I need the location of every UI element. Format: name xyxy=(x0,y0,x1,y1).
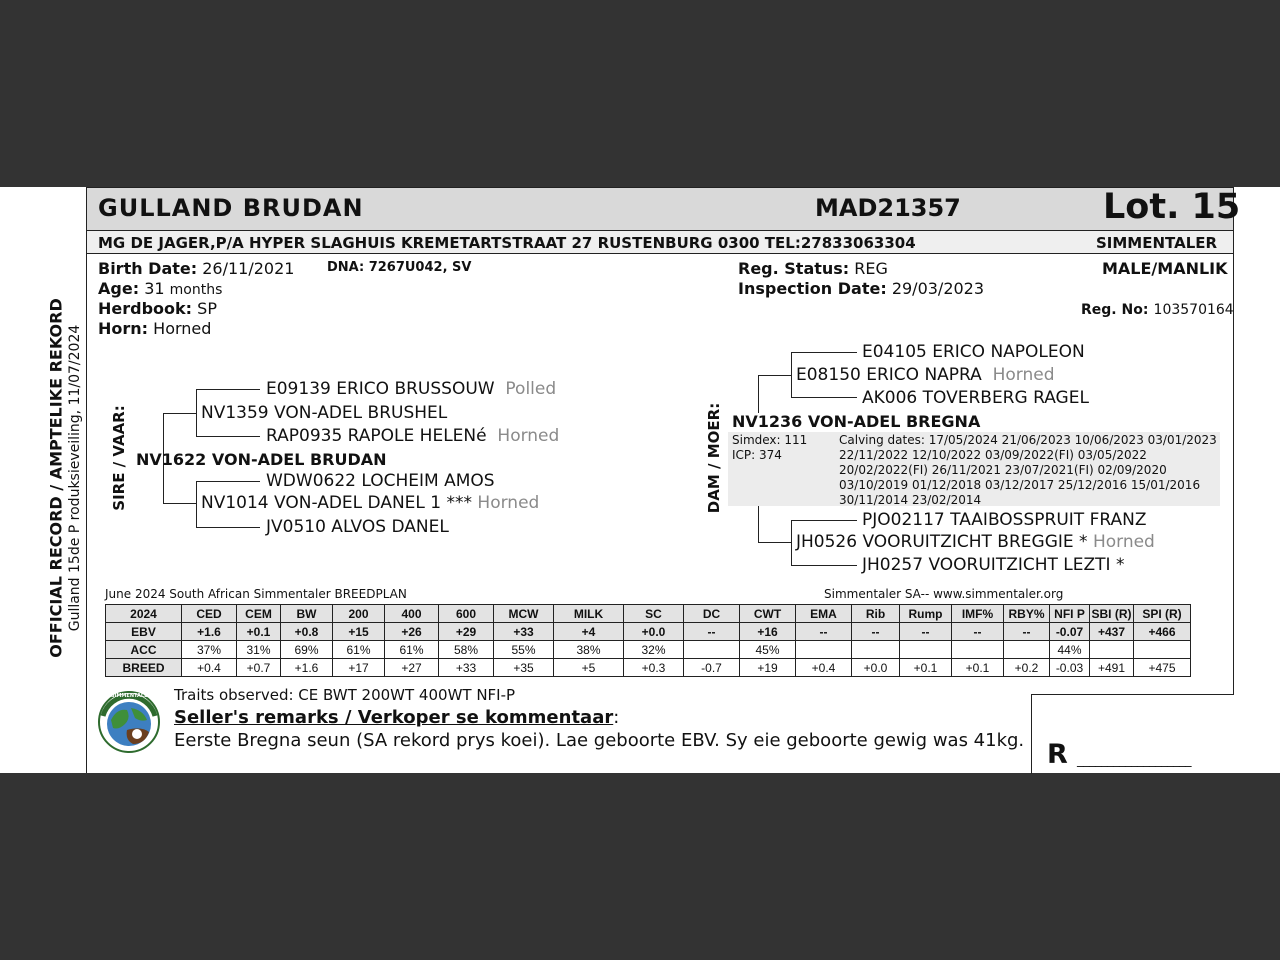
ebv-cell: Rib xyxy=(852,605,900,623)
ebv-cell: CEM xyxy=(237,605,281,623)
dam-tree-line xyxy=(758,506,759,542)
ebv-cell: BW xyxy=(281,605,333,623)
ebv-cell: MILK xyxy=(554,605,624,623)
breedplan-website: Simmentaler SA-- www.simmentaler.org xyxy=(824,587,1064,601)
ebv-header-row xyxy=(106,605,1191,623)
dam-name: NV1236 VON-ADEL BREGNA xyxy=(732,412,981,431)
ebv-cell: ACC xyxy=(106,641,182,659)
owner-line: MG DE JAGER,P/A HYPER SLAGHUIS KREMETARTSTRAAT 27 RUSTENBURG 0300 TEL:27833063304 xyxy=(98,234,916,252)
ebv-cell: 61% xyxy=(333,641,385,659)
dam-dam-sire: PJO02117 TAAIBOSSPRUIT FRANZ xyxy=(862,510,1147,530)
reg-status: Reg. Status: REG xyxy=(738,259,888,278)
ebv-cell: +437 xyxy=(1090,623,1134,641)
ebv-cell: -- xyxy=(796,623,852,641)
ebv-cell: +1.6 xyxy=(182,623,237,641)
ebv-cell xyxy=(900,641,952,659)
ebv-cell: 58% xyxy=(439,641,494,659)
ebv-cell: +33 xyxy=(439,659,494,677)
dam-tree-line xyxy=(791,352,792,398)
birth-date: Birth Date: 26/11/2021 xyxy=(98,259,295,278)
ebv-cell: BREED xyxy=(106,659,182,677)
ebv-cell: -- xyxy=(684,623,740,641)
breedplan-caption: June 2024 South African Simmentaler BREEDPLAN xyxy=(105,587,407,601)
dam-tree-line xyxy=(758,542,792,543)
accuracy-row xyxy=(106,641,1191,659)
ebv-cell: +1.6 xyxy=(281,659,333,677)
ebv-cell: IMF% xyxy=(952,605,1004,623)
price-blank-line: ___________________ xyxy=(1077,753,1191,768)
sire-tree-line xyxy=(196,436,260,437)
official-record-label: OFFICIAL RECORD / AMPTELIKE REKORD xyxy=(46,298,66,658)
sale-name-label: Gulland 15de P roduksieveiling, 11/07/2024 xyxy=(67,324,83,632)
ebv-cell: +0.1 xyxy=(237,623,281,641)
traits-observed: Traits observed: CE BWT 200WT 400WT NFI-P xyxy=(174,686,516,704)
dam-sire-sire: E04105 ERICO NAPOLEON xyxy=(862,342,1085,362)
ebv-cell: +0.3 xyxy=(624,659,684,677)
ebv-cell: +0.0 xyxy=(852,659,900,677)
sire-sire-dam: RAP0935 RAPOLE HELENé Horned xyxy=(266,426,560,446)
ebv-cell: +0.1 xyxy=(900,659,952,677)
dam-tree-line xyxy=(758,375,759,413)
ebv-cell: +0.8 xyxy=(281,623,333,641)
inspection-date: Inspection Date: 29/03/2023 xyxy=(738,279,985,298)
breed-average-row xyxy=(106,659,1191,677)
ebv-cell: -- xyxy=(1004,623,1050,641)
age: Age: 31 months xyxy=(98,279,223,298)
ebv-cell: SC xyxy=(624,605,684,623)
ebv-cell: 200 xyxy=(333,605,385,623)
ebv-cell: +0.4 xyxy=(796,659,852,677)
sire-tree-line xyxy=(196,389,197,437)
animal-name: GULLAND BRUDAN xyxy=(98,194,364,222)
ebv-cell: EBV xyxy=(106,623,182,641)
dam-label: DAM / MOER: xyxy=(705,402,723,514)
ebv-cell: +19 xyxy=(740,659,796,677)
ebv-cell: +0.0 xyxy=(624,623,684,641)
ebv-cell: 400 xyxy=(385,605,439,623)
herdbook: Herdbook: SP xyxy=(98,299,217,318)
calving-line: 22/11/2022 12/10/2022 03/09/2022(FI) 03/05/2022 xyxy=(839,448,1147,462)
ebv-cell: RBY% xyxy=(1004,605,1050,623)
ebv-cell: 600 xyxy=(439,605,494,623)
ebv-cell: -0.7 xyxy=(684,659,740,677)
ebv-cell: SPI (R) xyxy=(1134,605,1191,623)
dna-info: DNA: 7267U042, SV xyxy=(327,260,472,275)
dam-dam: JH0526 VOORUITZICHT BREGGIE * Horned xyxy=(796,532,1155,552)
dam-sire: E08150 ERICO NAPRA Horned xyxy=(796,365,1055,385)
sire-sire: NV1359 VON-ADEL BRUSHEL xyxy=(201,403,448,423)
dam-tree-line xyxy=(758,375,792,376)
ebv-cell xyxy=(1090,641,1134,659)
sire-name: NV1622 VON-ADEL BRUDAN xyxy=(136,450,387,469)
ebv-cell: 61% xyxy=(385,641,439,659)
dam-tree-line xyxy=(791,520,857,521)
lot-number: Lot. 15 xyxy=(1103,187,1241,227)
ebv-cell: 37% xyxy=(182,641,237,659)
ebv-cell: +0.4 xyxy=(182,659,237,677)
horn-status: Horn: Horned xyxy=(98,319,212,338)
sire-tree-line xyxy=(196,527,260,528)
sex-label: MALE/MANLIK xyxy=(1102,259,1228,278)
ebv-cell: +17 xyxy=(333,659,385,677)
dam-icp: ICP: 374 xyxy=(732,448,782,462)
ebv-cell: +0.1 xyxy=(952,659,1004,677)
ebv-cell: DC xyxy=(684,605,740,623)
animal-id-code: MAD21357 xyxy=(815,194,961,222)
sire-dam: NV1014 VON-ADEL DANEL 1 *** Horned xyxy=(201,493,540,513)
ebv-cell: 69% xyxy=(281,641,333,659)
ebv-cell: CWT xyxy=(740,605,796,623)
ebv-cell: +466 xyxy=(1134,623,1191,641)
ebv-cell: -0.03 xyxy=(1050,659,1090,677)
ebv-cell xyxy=(1004,641,1050,659)
ebv-cell: -- xyxy=(852,623,900,641)
ebv-cell: +35 xyxy=(494,659,554,677)
dam-sire-dam: AK006 TOVERBERG RAGEL xyxy=(862,388,1089,408)
ebv-cell: 38% xyxy=(554,641,624,659)
ebv-cell xyxy=(952,641,1004,659)
ebv-cell: 44% xyxy=(1050,641,1090,659)
ebv-cell: +16 xyxy=(740,623,796,641)
ebv-cell: 55% xyxy=(494,641,554,659)
dam-tree-line xyxy=(791,397,857,398)
calving-line: 30/11/2014 23/02/2014 xyxy=(839,493,982,507)
sire-label: SIRE / VAAR: xyxy=(110,405,128,511)
calving-line: 03/10/2019 01/12/2018 03/12/2017 25/12/2016 15/01/2016 xyxy=(839,478,1201,492)
ebv-cell: +0.7 xyxy=(237,659,281,677)
sire-tree-line xyxy=(163,413,197,414)
price-label: R xyxy=(1047,739,1068,770)
dam-tree-line xyxy=(791,520,792,566)
ebv-row xyxy=(106,623,1191,641)
ebv-cell: -0.07 xyxy=(1050,623,1090,641)
ebv-cell: +0.2 xyxy=(1004,659,1050,677)
ebv-cell: +27 xyxy=(385,659,439,677)
ebv-cell: +15 xyxy=(333,623,385,641)
ebv-cell xyxy=(1134,641,1191,659)
ebv-cell: 2024 xyxy=(106,605,182,623)
ebv-cell: Rump xyxy=(900,605,952,623)
ebv-cell: CED xyxy=(182,605,237,623)
calving-line: 20/02/2022(FI) 26/11/2021 23/07/2021(FI) 02/09/2020 xyxy=(839,463,1167,477)
dam-calving-dates xyxy=(839,433,1217,508)
remarks-heading: Seller's remarks / Verkoper se kommentaar: xyxy=(174,707,620,728)
sire-tree-line xyxy=(163,503,197,504)
ebv-cell: EMA xyxy=(796,605,852,623)
ebv-cell: 45% xyxy=(740,641,796,659)
ebv-cell: -- xyxy=(952,623,1004,641)
calving-line: Calving dates: 17/05/2024 21/06/2023 10/06/2023 03/01/2023 xyxy=(839,433,1217,447)
reg-number: Reg. No: 103570164 xyxy=(1081,302,1234,318)
ebv-cell: MCW xyxy=(494,605,554,623)
remarks-text: Eerste Bregna seun (SA rekord prys koei). Lae geboorte EBV. Sy eie geboorte gewig was 41kg. xyxy=(174,730,1025,751)
dam-tree-line xyxy=(791,352,857,353)
sire-tree-line xyxy=(196,481,260,482)
sire-tree-line xyxy=(196,481,197,528)
ebv-cell: 31% xyxy=(237,641,281,659)
sire-dam-sire: WDW0622 LOCHEIM AMOS xyxy=(266,471,495,491)
sire-dam-dam: JV0510 ALVOS DANEL xyxy=(266,517,449,537)
ebv-cell: +26 xyxy=(385,623,439,641)
ebv-cell: +4 xyxy=(554,623,624,641)
ebv-cell: SBI (R) xyxy=(1091,606,1132,621)
ebv-cell: +475 xyxy=(1134,659,1191,677)
sire-tree-line xyxy=(196,389,260,390)
ebv-cell: +33 xyxy=(494,623,554,641)
dam-tree-line xyxy=(791,565,857,566)
dam-dam-dam: JH0257 VOORUITZICHT LEZTI * xyxy=(862,555,1125,575)
logo-text: SIMMENTALER xyxy=(111,693,152,699)
ebv-cell: +5 xyxy=(554,659,624,677)
ebv-cell: 32% xyxy=(624,641,684,659)
breed-label: SIMMENTALER xyxy=(1096,234,1218,252)
ebv-cell: +491 xyxy=(1090,659,1134,677)
ebv-table xyxy=(105,604,1191,677)
sire-sire-sire: E09139 ERICO BRUSSOUW Polled xyxy=(266,379,557,399)
ebv-cell xyxy=(796,641,852,659)
simmentaler-logo-icon xyxy=(97,690,161,754)
ebv-cell: +29 xyxy=(439,623,494,641)
dam-simdex: Simdex: 111 xyxy=(732,433,808,447)
ebv-cell xyxy=(852,641,900,659)
ebv-cell: -- xyxy=(900,623,952,641)
ebv-cell: NFI P xyxy=(1050,605,1090,623)
card-left-border xyxy=(86,187,87,773)
ebv-cell xyxy=(684,641,740,659)
card-right-border xyxy=(1233,187,1234,695)
